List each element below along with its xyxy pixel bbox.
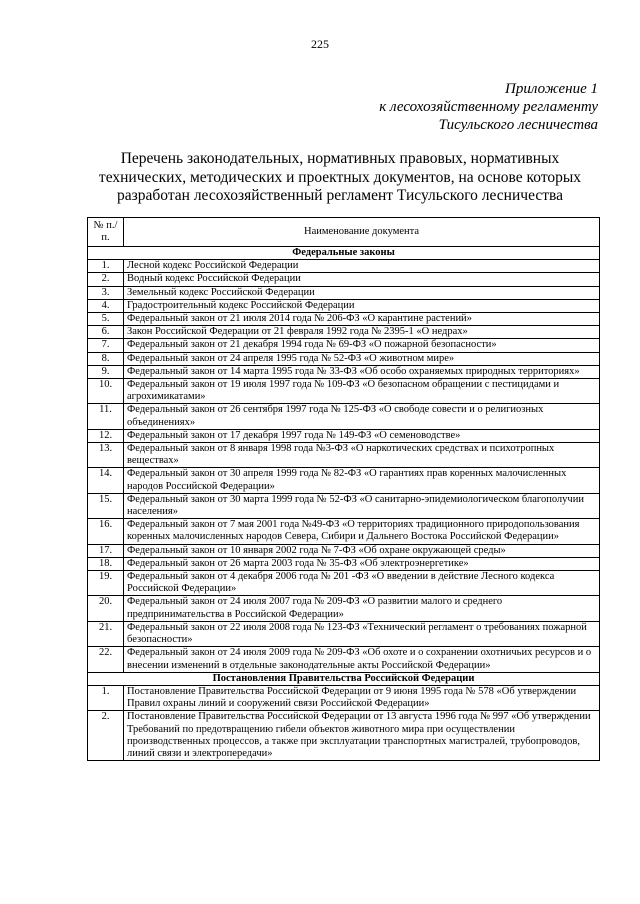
table-row bbox=[88, 519, 600, 544]
appendix-line-1: Приложение 1 bbox=[505, 81, 598, 97]
documents-table bbox=[87, 217, 600, 761]
table-body bbox=[88, 247, 600, 761]
table-row bbox=[88, 685, 600, 710]
title-line-1: Перечень законодательных, нормативных правовых, нормативных bbox=[120, 150, 560, 167]
document-name: Федеральный закон от 26 марта 2003 года № 35-ФЗ «Об электроэнергетике» bbox=[124, 557, 600, 570]
document-name: Федеральный закон от 19 июля 1997 года № 109-ФЗ «О безопасном обращении с пестицидами и агрохимикатами» bbox=[124, 379, 600, 404]
table-row bbox=[88, 339, 600, 352]
row-number: 12. bbox=[88, 429, 124, 442]
table-row bbox=[88, 468, 600, 493]
row-number: 16. bbox=[88, 519, 124, 544]
document-name: Федеральный закон от 7 мая 2001 года №49-ФЗ «О территориях традиционного природопользования коренных малочисленных народов Севера, Сибири и Дальнего Востока Российской Федерации» bbox=[124, 519, 600, 544]
table-row bbox=[88, 647, 600, 672]
document-name: Федеральный закон от 21 декабря 1994 года № 69-ФЗ «О пожарной безопасности» bbox=[124, 339, 600, 352]
row-number: 10. bbox=[88, 379, 124, 404]
table-row bbox=[88, 286, 600, 299]
document-name: Водный кодекс Российской Федерации bbox=[124, 273, 600, 286]
document-name: Закон Российской Федерации от 21 февраля 1992 года № 2395-1 «О недрах» bbox=[124, 326, 600, 339]
row-number: 18. bbox=[88, 557, 124, 570]
document-name: Федеральный закон от 17 декабря 1997 года № 149-ФЗ «О семеноводстве» bbox=[124, 429, 600, 442]
document-name: Постановление Правительства Российской Федерации от 9 июня 1995 года № 578 «Об утверждении Правил охраны линий и сооружений связи Российской Федерации» bbox=[124, 685, 600, 710]
row-number: 21. bbox=[88, 621, 124, 646]
row-number: 5. bbox=[88, 313, 124, 326]
row-number: 14. bbox=[88, 468, 124, 493]
table-row bbox=[88, 557, 600, 570]
table-row bbox=[88, 621, 600, 646]
table-row bbox=[88, 273, 600, 286]
row-number: 6. bbox=[88, 326, 124, 339]
row-number: 17. bbox=[88, 544, 124, 557]
row-number: 1. bbox=[88, 685, 124, 710]
appendix-line-2: к лесохозяйственному регламенту bbox=[379, 99, 598, 115]
row-number: 1. bbox=[88, 260, 124, 273]
document-name: Федеральный закон от 30 апреля 1999 года № 82-ФЗ «О гарантиях прав коренных малочисленных народов Российской Федерации» bbox=[124, 468, 600, 493]
document-name: Постановление Правительства Российской Федерации от 13 августа 1996 года № 997 «Об утверждении Требований по предотвращению гибели объектов животного мира при осуществлении производственных процессов, а также при эксплуатации транспортных магистралей, трубопроводов, линий связи и электропередачи» bbox=[124, 711, 600, 761]
table-row bbox=[88, 352, 600, 365]
title-line-2: технических, методических и проектных документов, на основе которых bbox=[98, 168, 582, 186]
document-name: Градостроительный кодекс Российской Федерации bbox=[124, 299, 600, 312]
table-row bbox=[88, 379, 600, 404]
document-name: Федеральный закон от 21 июля 2014 года № 206-ФЗ «О карантине растений» bbox=[124, 313, 600, 326]
table-row bbox=[88, 544, 600, 557]
document-name: Федеральный закон от 24 июля 2007 года № 209-ФЗ «О развитии малого и среднего предпринимательства в Российской Федерации» bbox=[124, 596, 600, 621]
document-name: Федеральный закон от 4 декабря 2006 года № 201 -ФЗ «О введении в действие Лесного кодекса Российской Федерации» bbox=[124, 571, 600, 596]
section-title: Постановления Правительства Российской Федерации bbox=[88, 672, 600, 685]
table-row bbox=[88, 429, 600, 442]
table-row bbox=[88, 711, 600, 761]
document-name: Федеральный закон от 10 января 2002 года № 7-ФЗ «Об охране окружающей среды» bbox=[124, 544, 600, 557]
table-row bbox=[88, 365, 600, 378]
title-line-3: разработан лесохозяйственный регламент Тисульского лесничества bbox=[117, 187, 563, 204]
row-number: 9. bbox=[88, 365, 124, 378]
section-title: Федеральные законы bbox=[88, 247, 600, 260]
row-number: 22. bbox=[88, 647, 124, 672]
appendix-note bbox=[379, 80, 598, 134]
document-name: Лесной кодекс Российской Федерации bbox=[124, 260, 600, 273]
table-row bbox=[88, 404, 600, 429]
table-header-row bbox=[88, 218, 600, 247]
table-row bbox=[88, 313, 600, 326]
table-row bbox=[88, 493, 600, 518]
document-name: Федеральный закон от 26 сентября 1997 года № 125-ФЗ «О свободе совести и о религиозных объединениях» bbox=[124, 404, 600, 429]
document-name: Федеральный закон от 8 января 1998 года №3-ФЗ «О наркотических средствах и психотропных веществах» bbox=[124, 443, 600, 468]
document-name: Федеральный закон от 24 апреля 1995 года № 52-ФЗ «О животном мире» bbox=[124, 352, 600, 365]
document-name: Федеральный закон от 24 июля 2009 года № 209-ФЗ «Об охоте и о сохранении охотничьих ресурсов и о внесении изменений в отдельные законодательные акты Российской Федерации» bbox=[124, 647, 600, 672]
document-name: Федеральный закон от 22 июля 2008 года № 123-ФЗ «Технический регламент о требованиях пожарной безопасности» bbox=[124, 621, 600, 646]
row-number: 2. bbox=[88, 273, 124, 286]
row-number: 13. bbox=[88, 443, 124, 468]
table-row bbox=[88, 326, 600, 339]
document-title bbox=[90, 150, 590, 206]
row-number: 20. bbox=[88, 596, 124, 621]
document-name: Федеральный закон от 14 марта 1995 года № 33-ФЗ «Об особо охраняемых природных территориях» bbox=[124, 365, 600, 378]
row-number: 2. bbox=[88, 711, 124, 761]
section-row-federal-laws bbox=[88, 247, 600, 260]
page-number: 225 bbox=[311, 37, 329, 51]
row-number: 3. bbox=[88, 286, 124, 299]
row-number: 7. bbox=[88, 339, 124, 352]
appendix-line-3: Тисульского лесничества bbox=[438, 117, 598, 133]
header-document-name: Наименование документа bbox=[124, 218, 600, 247]
header-number: № п./п. bbox=[88, 218, 124, 247]
table-row bbox=[88, 443, 600, 468]
document-name: Федеральный закон от 30 марта 1999 года № 52-ФЗ «О санитарно-эпидемиологическом благополучии населения» bbox=[124, 493, 600, 518]
table-row bbox=[88, 260, 600, 273]
table-row bbox=[88, 299, 600, 312]
table-row bbox=[88, 596, 600, 621]
row-number: 8. bbox=[88, 352, 124, 365]
section-row-government-resolutions bbox=[88, 672, 600, 685]
row-number: 11. bbox=[88, 404, 124, 429]
row-number: 19. bbox=[88, 571, 124, 596]
row-number: 4. bbox=[88, 299, 124, 312]
table-row bbox=[88, 571, 600, 596]
document-name: Земельный кодекс Российской Федерации bbox=[124, 286, 600, 299]
row-number: 15. bbox=[88, 493, 124, 518]
